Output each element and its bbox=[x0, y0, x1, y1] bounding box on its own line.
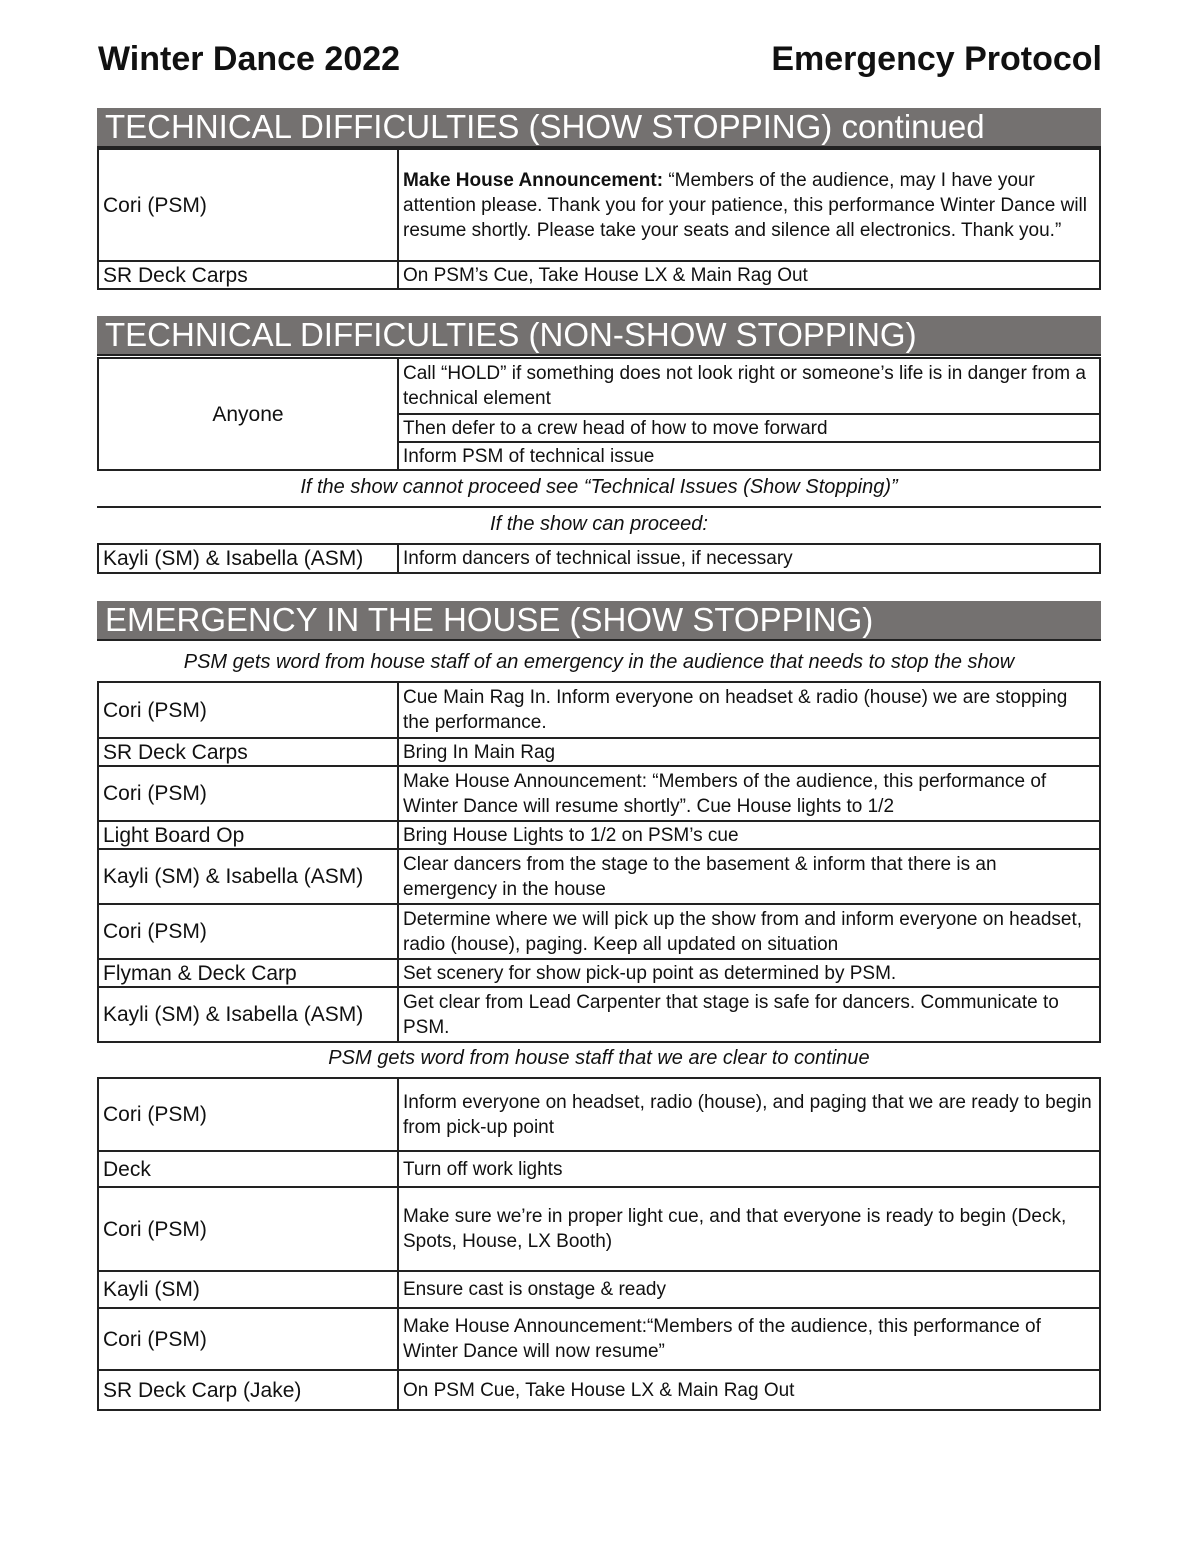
action-cell: Turn off work lights bbox=[398, 1151, 1100, 1187]
action-cell: On PSM’s Cue, Take House LX & Main Rag Out bbox=[398, 261, 1100, 289]
section-header-tech-non-show-stopping: TECHNICAL DIFFICULTIES (NON-SHOW STOPPING) bbox=[97, 316, 1101, 356]
action-cell: Bring House Lights to 1/2 on PSM’s cue bbox=[398, 821, 1100, 849]
role-cell: Kayli (SM) bbox=[98, 1271, 398, 1308]
table-row bbox=[98, 904, 1100, 959]
role-cell: Cori (PSM) bbox=[98, 149, 398, 261]
table-row bbox=[98, 544, 1100, 573]
role-cell: Flyman & Deck Carp bbox=[98, 959, 398, 987]
role-cell: Light Board Op bbox=[98, 821, 398, 849]
note-clear-to-continue: PSM gets word from house staff that we are clear to continue bbox=[328, 1047, 870, 1069]
table-row bbox=[98, 1187, 1100, 1271]
role-cell: Anyone bbox=[98, 358, 398, 470]
table-row bbox=[98, 1151, 1100, 1187]
document-type: Emergency Protocol bbox=[771, 40, 1102, 78]
action-cell: Inform dancers of technical issue, if necessary bbox=[398, 544, 1100, 573]
table-row bbox=[98, 1308, 1100, 1370]
table-row bbox=[98, 261, 1100, 289]
action-cell bbox=[398, 149, 1100, 261]
action-cell: Call “HOLD” if something does not look right or someone’s life is in danger from a technical element bbox=[398, 358, 1100, 414]
action-cell: Determine where we will pick up the show from and inform everyone on headset, radio (house), paging. Keep all updated on situation bbox=[398, 904, 1100, 959]
resume-table bbox=[97, 1077, 1101, 1411]
action-cell: Ensure cast is onstage & ready bbox=[398, 1271, 1100, 1308]
note-emergency-intro: PSM gets word from house staff of an emergency in the audience that needs to stop the show bbox=[183, 651, 1015, 673]
role-cell: Cori (PSM) bbox=[98, 1187, 398, 1271]
tech-show-stopping-table bbox=[97, 148, 1101, 290]
role-cell: Deck bbox=[98, 1151, 398, 1187]
action-cell: Clear dancers from the stage to the basement & inform that there is an emergency in the house bbox=[398, 849, 1100, 904]
table-row bbox=[98, 987, 1100, 1042]
role-cell: Cori (PSM) bbox=[98, 766, 398, 821]
role-cell: Kayli (SM) & Isabella (ASM) bbox=[98, 987, 398, 1042]
table-row bbox=[98, 1370, 1100, 1410]
table-row bbox=[98, 1271, 1100, 1308]
action-cell: Inform PSM of technical issue bbox=[398, 442, 1100, 470]
action-cell: Make sure we’re in proper light cue, and that everyone is ready to begin (Deck, Spots, House, LX Booth) bbox=[398, 1187, 1100, 1271]
section-header-tech-show-stopping: TECHNICAL DIFFICULTIES (SHOW STOPPING) continued bbox=[97, 108, 1101, 148]
document-title: Winter Dance 2022 bbox=[98, 40, 401, 78]
section-header-emergency-house: EMERGENCY IN THE HOUSE (SHOW STOPPING) bbox=[97, 601, 1101, 641]
table-row bbox=[98, 959, 1100, 987]
role-cell: Cori (PSM) bbox=[98, 904, 398, 959]
action-cell: Make House Announcement:“Members of the audience, this performance of Winter Dance will now resume” bbox=[398, 1308, 1100, 1370]
action-text: “Members of the audience, may I have your attention please. Thank you for your patience, this performance Winter Dance will resume shortly. Please take your seats and silence all electronics. Thank you.” bbox=[403, 169, 1087, 241]
action-cell: Inform everyone on headset, radio (house), and paging that we are ready to begin from pick-up point bbox=[398, 1078, 1100, 1151]
role-cell: Cori (PSM) bbox=[98, 1078, 398, 1151]
note-cannot-proceed: If the show cannot proceed see “Technical Issues (Show Stopping)” bbox=[300, 476, 898, 498]
note-can-proceed: If the show can proceed: bbox=[490, 513, 708, 535]
table-row bbox=[98, 682, 1100, 738]
table-row bbox=[98, 1078, 1100, 1151]
table-row bbox=[98, 149, 1100, 261]
table-row bbox=[98, 821, 1100, 849]
table-row bbox=[98, 358, 1100, 414]
can-proceed-table bbox=[97, 543, 1101, 574]
tech-non-show-stopping-table bbox=[97, 357, 1101, 471]
action-lead: Make House Announcement: bbox=[403, 169, 664, 191]
role-cell: Kayli (SM) & Isabella (ASM) bbox=[98, 849, 398, 904]
action-cell: Set scenery for show pick-up point as determined by PSM. bbox=[398, 959, 1100, 987]
table-row bbox=[98, 738, 1100, 766]
action-cell: Then defer to a crew head of how to move forward bbox=[398, 414, 1100, 442]
role-cell: SR Deck Carps bbox=[98, 261, 398, 289]
table-row bbox=[98, 849, 1100, 904]
action-cell: Cue Main Rag In. Inform everyone on headset & radio (house) we are stopping the performance. bbox=[398, 682, 1100, 738]
emergency-table bbox=[97, 681, 1101, 1043]
action-cell: Make House Announcement: “Members of the audience, this performance of Winter Dance will resume shortly”. Cue House lights to 1/2 bbox=[398, 766, 1100, 821]
role-cell: Cori (PSM) bbox=[98, 1308, 398, 1370]
role-cell: Cori (PSM) bbox=[98, 682, 398, 738]
action-cell: Get clear from Lead Carpenter that stage is safe for dancers. Communicate to PSM. bbox=[398, 987, 1100, 1042]
role-cell: SR Deck Carp (Jake) bbox=[98, 1370, 398, 1410]
table-row bbox=[98, 766, 1100, 821]
action-cell: On PSM Cue, Take House LX & Main Rag Out bbox=[398, 1370, 1100, 1410]
action-cell: Bring In Main Rag bbox=[398, 738, 1100, 766]
divider bbox=[97, 506, 1101, 508]
role-cell: SR Deck Carps bbox=[98, 738, 398, 766]
role-cell: Kayli (SM) & Isabella (ASM) bbox=[98, 544, 398, 573]
